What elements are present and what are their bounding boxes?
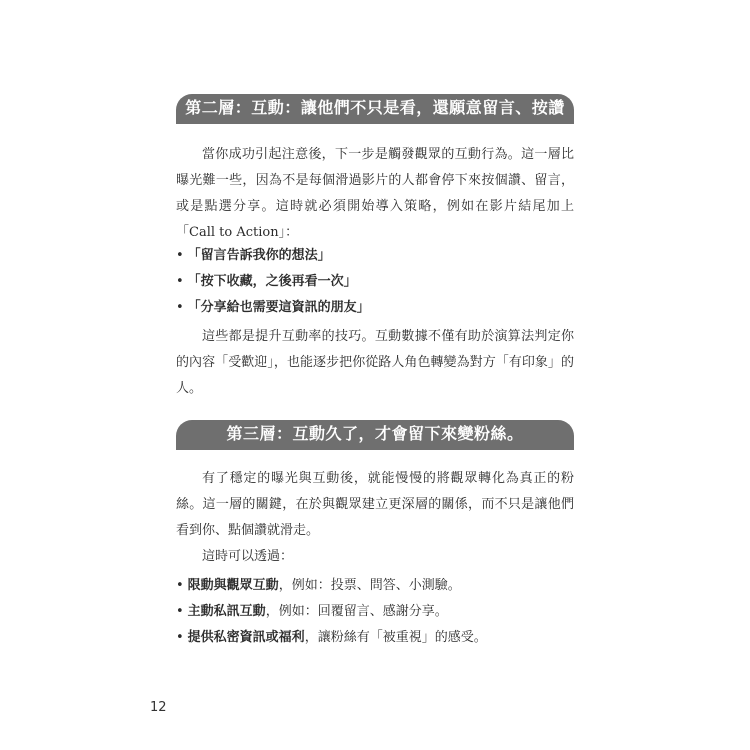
section2-bullet-1 [176,246,574,266]
bullet-glyph: • [176,630,184,645]
section3-paragraph-1: 有了穩定的曝光與互動後，就能慢慢的將觀眾轉化為真正的粉絲。這一層的關鍵，在於與觀眾建立更深層的關係，而不只是讓他們看到你、點個讚就滑走。 [176,471,574,538]
bullet-glyph: • [176,300,184,315]
section2-paragraph-1: 當你成功引起注意後，下一步是觸發觀眾的互動行為。這一層比曝光難一些，因為不是每個滑過影片的人都會停下來按個讚、留言，或是點選分享。這時就必須開始導入策略，例如在影片結尾加上「Call to Action」： [176,147,574,240]
bullet-rest: ，例如：投票、問答、小測驗。 [278,578,461,593]
section2-bullet-2 [176,272,574,292]
bullet-glyph: • [176,248,184,263]
section2-heading: 第二層：互動：讓他們不只是看，還願意留言、按讚 [176,94,574,122]
bullet-glyph: • [176,578,184,593]
bullet-bold: 主動私訊互動 [187,604,266,619]
section3-bullet-3 [176,628,574,648]
section3-bullet-1 [176,576,574,596]
bullet-glyph: • [176,274,184,289]
section3-bullet-2 [176,602,574,622]
page-number: 12 [150,700,167,715]
section3-paragraph-2: 這時可以透過： [202,549,294,564]
bullet-bold: 提供私密資訊或福利 [187,630,305,645]
bullet-bold: 限動與觀眾互動 [187,578,279,593]
bullet-text: 「留言告訴我你的想法」 [187,248,331,263]
section2-bullet-3 [176,298,574,318]
bullet-rest: ，讓粉絲有「被重視」的感受。 [304,630,487,645]
section3-heading: 第三層：互動久了，才會留下來變粉絲。 [176,420,574,448]
bullet-text: 「分享給也需要這資訊的朋友」 [187,300,370,315]
bullet-glyph: • [176,604,184,619]
section2-paragraph-2: 這些都是提升互動率的技巧。互動數據不僅有助於演算法判定你的內容「受歡迎」，也能逐步把你從路人角色轉變為對方「有印象」的人。 [176,329,574,396]
bullet-rest: ，例如：回覆留言、感謝分享。 [265,604,448,619]
bullet-text: 「按下收藏，之後再看一次」 [187,274,357,289]
